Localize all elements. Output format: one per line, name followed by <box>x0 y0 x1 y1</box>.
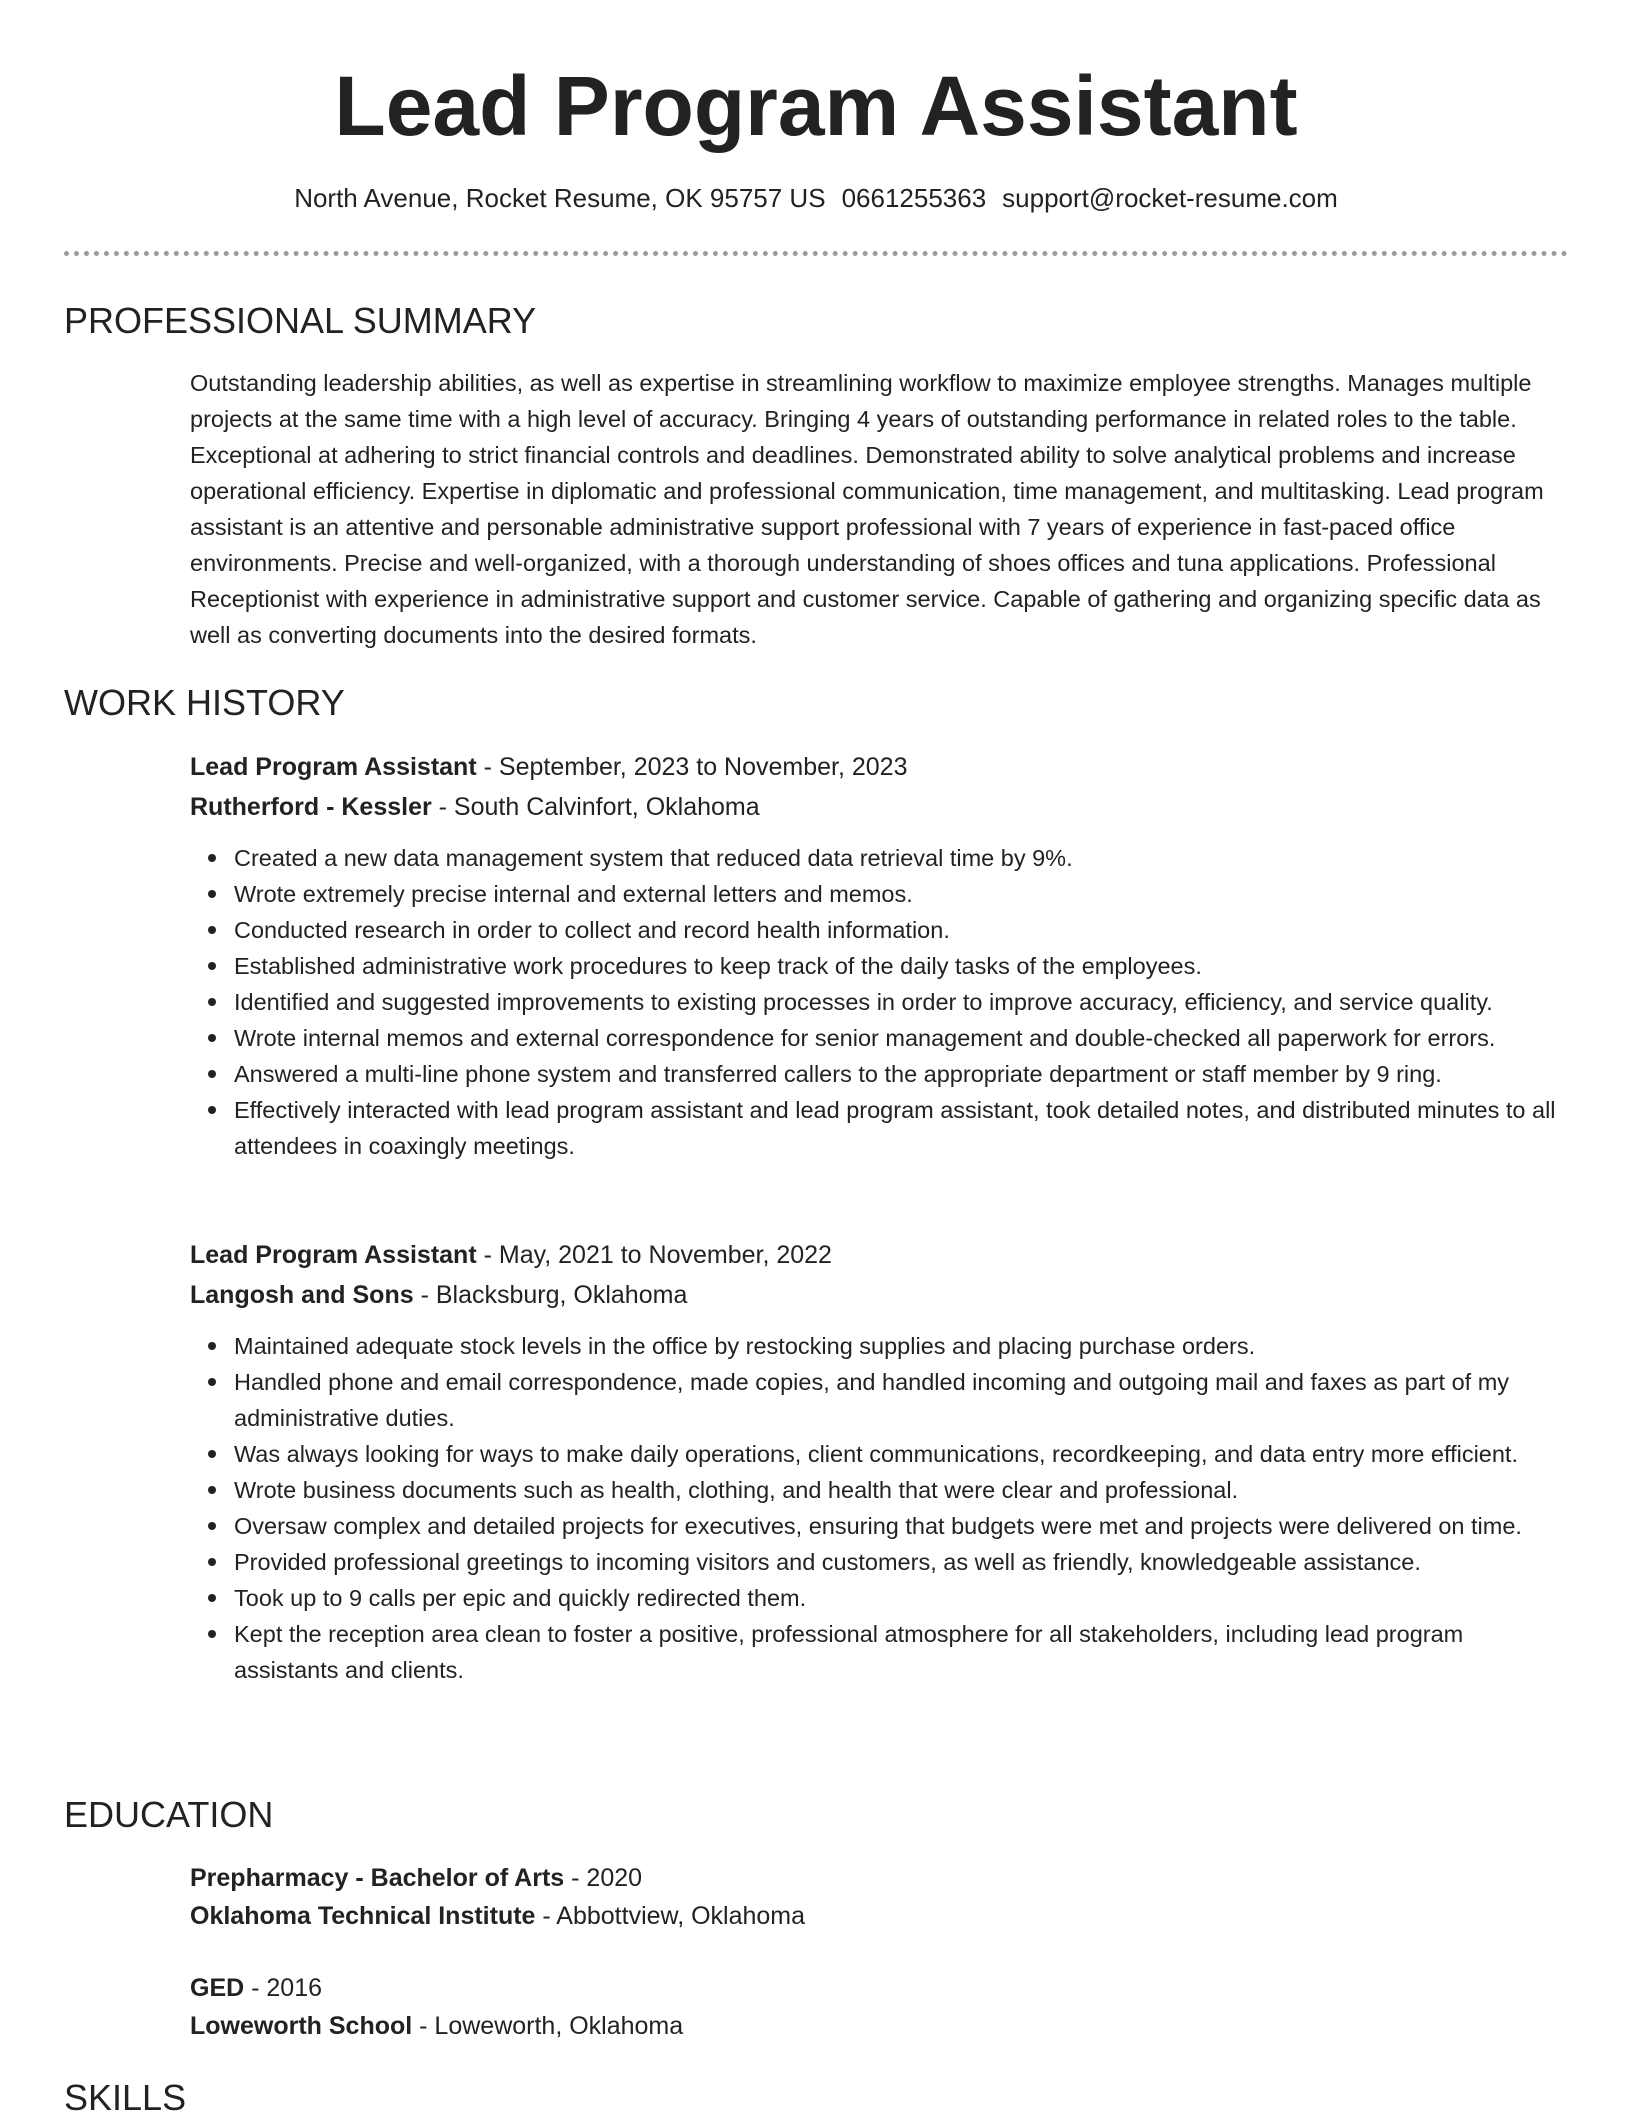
job-2-bullets <box>190 1328 1570 1688</box>
list-item: Wrote internal memos and external correspondence for senior management and double-checked all paperwork for errors. <box>190 1020 1570 1056</box>
list-item: Wrote business documents such as health, clothing, and health that were clear and professional. <box>190 1472 1570 1508</box>
resume-name: Lead Program Assistant <box>334 59 1298 153</box>
contact-address: North Avenue, Rocket Resume, OK 95757 US <box>294 183 826 213</box>
education-1-location: - Abbottview, Oklahoma <box>535 1902 806 1930</box>
contact-line <box>0 180 1632 216</box>
education-2-school: Loweworth School <box>190 2012 413 2040</box>
list-item: Effectively interacted with lead program assistant and lead program assistant, took detailed notes, and distributed minutes to all attendees in coaxingly meetings. <box>190 1092 1570 1164</box>
job-1-dates: - September, 2023 to November, 2023 <box>476 753 908 781</box>
list-item: Wrote extremely precise internal and external letters and memos. <box>190 876 1570 912</box>
list-item: Took up to 9 calls per epic and quickly redirected them. <box>190 1580 1570 1616</box>
job-2-title-line <box>190 1236 1570 1274</box>
job-1-title-line <box>190 748 1570 786</box>
job-2-dates: - May, 2021 to November, 2022 <box>476 1241 832 1269</box>
list-item: Maintained adequate stock levels in the office by restocking supplies and placing purchase orders. <box>190 1328 1570 1364</box>
list-item: Kept the reception area clean to foster a positive, professional atmosphere for all stakeholders, including lead program assistants and clients. <box>190 1616 1570 1688</box>
job-1-role: Lead Program Assistant <box>190 753 477 781</box>
education-1-degree: Prepharmacy - Bachelor of Arts <box>190 1864 565 1892</box>
list-item: Conducted research in order to collect and record health information. <box>190 912 1570 948</box>
education-1-year: - 2020 <box>564 1864 643 1892</box>
education-1-school-line <box>190 1897 1570 1935</box>
contact-email: support@rocket-resume.com <box>1002 183 1338 213</box>
education-2-location: - Loweworth, Oklahoma <box>412 2012 684 2040</box>
education-1-school: Oklahoma Technical Institute <box>190 1902 536 1930</box>
list-item: Created a new data management system that reduced data retrieval time by 9%. <box>190 840 1570 876</box>
job-2-role: Lead Program Assistant <box>190 1241 477 1269</box>
education-2-degree: GED <box>190 1974 245 2002</box>
education-2-degree-line <box>190 1969 1570 2007</box>
job-1-company: Rutherford - Kessler <box>190 793 432 821</box>
job-2-company: Langosh and Sons <box>190 1281 414 1309</box>
section-title-work-history: WORK HISTORY <box>64 682 345 723</box>
list-item: Was always looking for ways to make daily operations, client communications, recordkeeping, and data entry more efficient. <box>190 1436 1570 1472</box>
list-item: Handled phone and email correspondence, made copies, and handled incoming and outgoing mail and faxes as part of my administrative duties. <box>190 1364 1570 1436</box>
list-item: Oversaw complex and detailed projects for executives, ensuring that budgets were met and projects were delivered on time. <box>190 1508 1570 1544</box>
list-item: Provided professional greetings to incoming visitors and customers, as well as friendly, knowledgeable assistance. <box>190 1544 1570 1580</box>
summary-text: Outstanding leadership abilities, as well as expertise in streamlining workflow to maximize employee strengths. Manages multiple projects at the same time with a high level of accuracy. Bringing 4 years of outstanding performance in related roles to the table. Exceptional at adhering to strict financial controls and deadlines. Demonstrated ability to solve analytical problems and increase operational efficiency. Expertise in diplomatic and professional communication, time management, and multitasking. Lead program assistant is an attentive and personable administrative support professional with 7 years of experience in fast-paced office environments. Precise and well-organized, with a thorough understanding of shoes offices and tuna applications. Professional Receptionist with experience in administrative support and customer service. Capable of gathering and organizing specific data as well as converting documents into the desired formats. <box>190 370 1544 648</box>
job-1-location: - South Calvinfort, Oklahoma <box>431 793 760 821</box>
list-item: Established administrative work procedures to keep track of the daily tasks of the employees. <box>190 948 1570 984</box>
header-divider <box>64 251 1568 256</box>
list-item: Answered a multi-line phone system and transferred callers to the appropriate department or staff member by 9 ring. <box>190 1056 1570 1092</box>
section-title-education: EDUCATION <box>64 1794 274 1835</box>
list-item: Identified and suggested improvements to existing processes in order to improve accuracy, efficiency, and service quality. <box>190 984 1570 1020</box>
job-2-company-line <box>190 1276 1570 1314</box>
job-1-company-line <box>190 788 1570 826</box>
section-title-summary: PROFESSIONAL SUMMARY <box>64 300 537 341</box>
section-title-skills: SKILLS <box>64 2077 187 2112</box>
job-2-location: - Blacksburg, Oklahoma <box>413 1281 688 1309</box>
contact-phone: 0661255363 <box>841 183 987 213</box>
job-1-bullets <box>190 840 1570 1164</box>
education-1-degree-line <box>190 1859 1570 1897</box>
education-2-school-line <box>190 2007 1570 2045</box>
education-2-year: - 2016 <box>244 1974 323 2002</box>
